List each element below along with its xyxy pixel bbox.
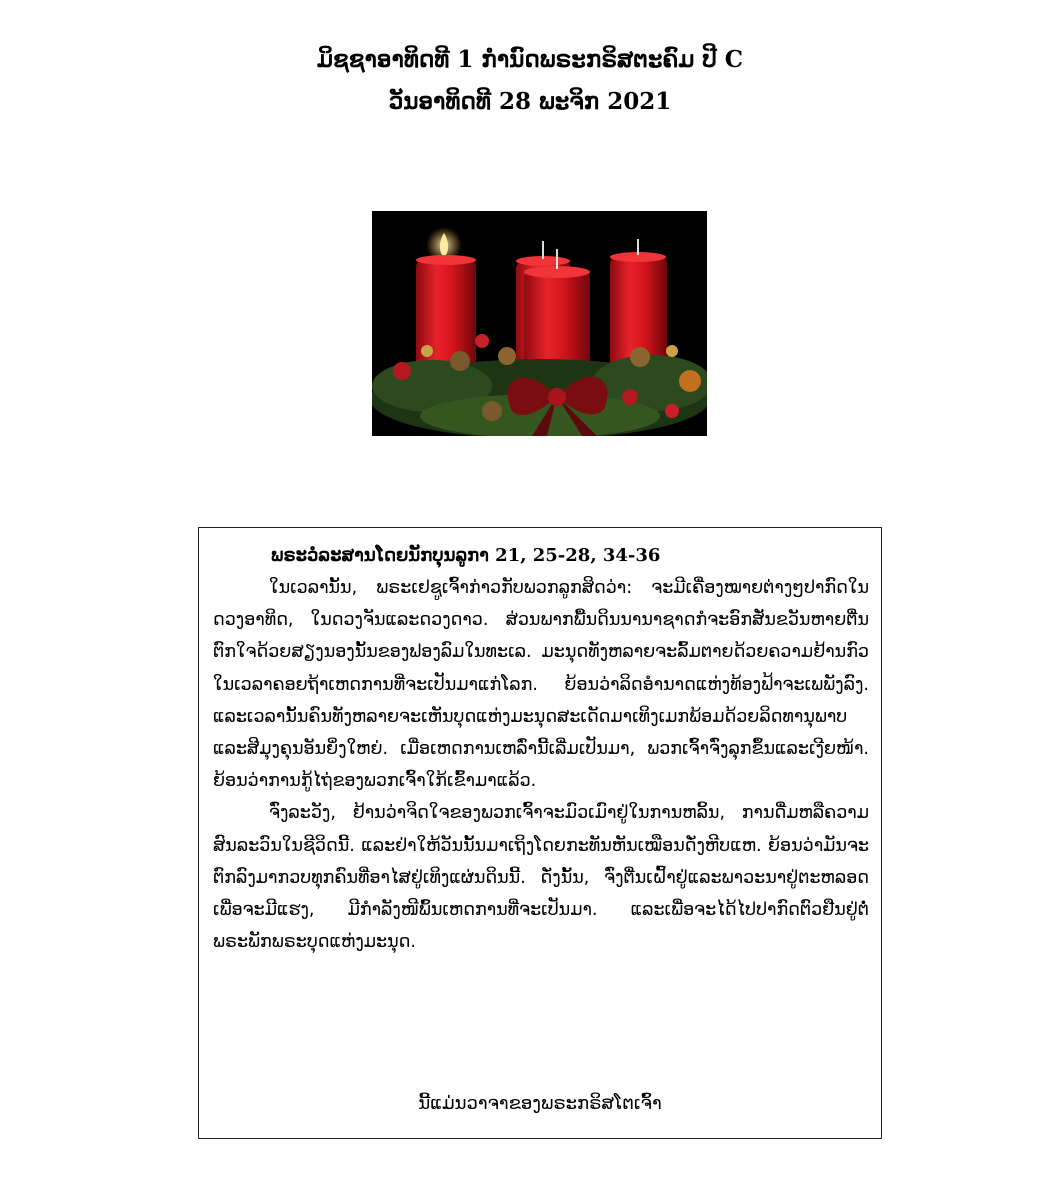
- closing-acclamation: ນີ້ແມ່ນວາຈາຂອງພຣະກຣິສໂຕເຈົ້າ: [418, 1093, 662, 1114]
- reading-paragraph: ໃນເວລານັ້ນ, ພຣະເຢຊູເຈົ້າກ່າວກັບພວກລູກສິດວ່າ: ຈະມີເຄື່ອງໝາຍຕ່າງໆປາກົດໃນດວງອາທິດ, ໃນດວງຈັນແລະດວງດາວ. ສ່ວນພາກພື້ນດິນນານາຊາດກໍຈະອົກສັ່ນຂວັນຫາຍຕື່ນຕົກໃຈດ້ວຍສຽງນອງນັ້ນຂອງຟອງລົມໃນທະເລ. ມະນຸດທັງຫລາຍຈະລົ້ມຕາຍດ້ວຍຄວາມຢ້ານກົວໃນເວລາຄອຍຖ້າເຫດການທີ່ຈະເປັນມາແກ່ໂລກ. ຍ້ອນວ່າລິດອຳນາດແຫ່ງທ້ອງຟ້າຈະເພພັງລົງ. ແລະເວລານັ້ນຄົນທັງຫລາຍຈະເຫັນບຸດແຫ່ງມະນຸດສະເດັດມາເທິງເມກພ້ອມດ້ວຍລິດທານຸພາບແລະສີມຸງຄຸນອັນຍິ່ງໃຫຍ່. ເມື່ອເຫດການເຫລົ່ານີ້ເລີ່ມເປັນມາ, ພວກເຈົ້າຈົ່ງລຸກຂຶ້ນແລະເງີຍໜ້າ. ຍ້ອນວ່າການກູ້ໄຖ່ຂອງພວກເຈົ້າໃກ້ເຂົ້າມາແລ້ວ.: [213, 578, 869, 792]
- advent-candles-photo: [372, 211, 707, 436]
- reading-paragraph: ຈົ່ງລະວັງ, ຢ້ານວ່າຈິດໃຈຂອງພວກເຈົ້າຈະມົວເມົາຢູ່ໃນການຫລິ້ນ, ການດື່ມຫລືຄວາມສົນລະວົນໃນຊີວິດນີ້. ແລະຢ່າໃຫ້ວັນນັ້ນມາເຖິງໂດຍກະທັນຫັນເໝືອນດັ່ງຫີບແຫ. ຍ້ອນວ່າມັນຈະຕົກລົງມາກວບທຸກຄົນທີ່ອາໄສຢູ່ເທິງແຜ່ນດິນນີ້. ດັ່ງນັ້ນ, ຈົ່ງຕື່ນເຝົ້າຢູ່ແລະພາວະນາຢູ່ຕະຫລອດເພື່ອຈະມີແຮງ, ມີກຳລັງໜີພົ້ນເຫດການທີ່ຈະເປັນມາ. ແລະເພື່ອຈະໄດ້ໄປປາກົດຕົວຢືນຢູ່ຕໍ່ພຣະພັກພຣະບຸດແຫ່ງມະນຸດ.: [213, 803, 869, 953]
- page-date: ວັນອາທິດທີ 28 ພະຈິກ 2021: [388, 88, 672, 115]
- page-title: ມິຊຊາອາທິດທີ 1 ກຳນົດພຣະກຣິສຕະຄົມ ປີ C: [316, 46, 744, 73]
- gospel-reading-box: [198, 527, 882, 1139]
- reading-title: ພຣະວໍລະສານໂດຍນັກບຸນລູກາ 21, 25-28, 34-36: [271, 545, 661, 566]
